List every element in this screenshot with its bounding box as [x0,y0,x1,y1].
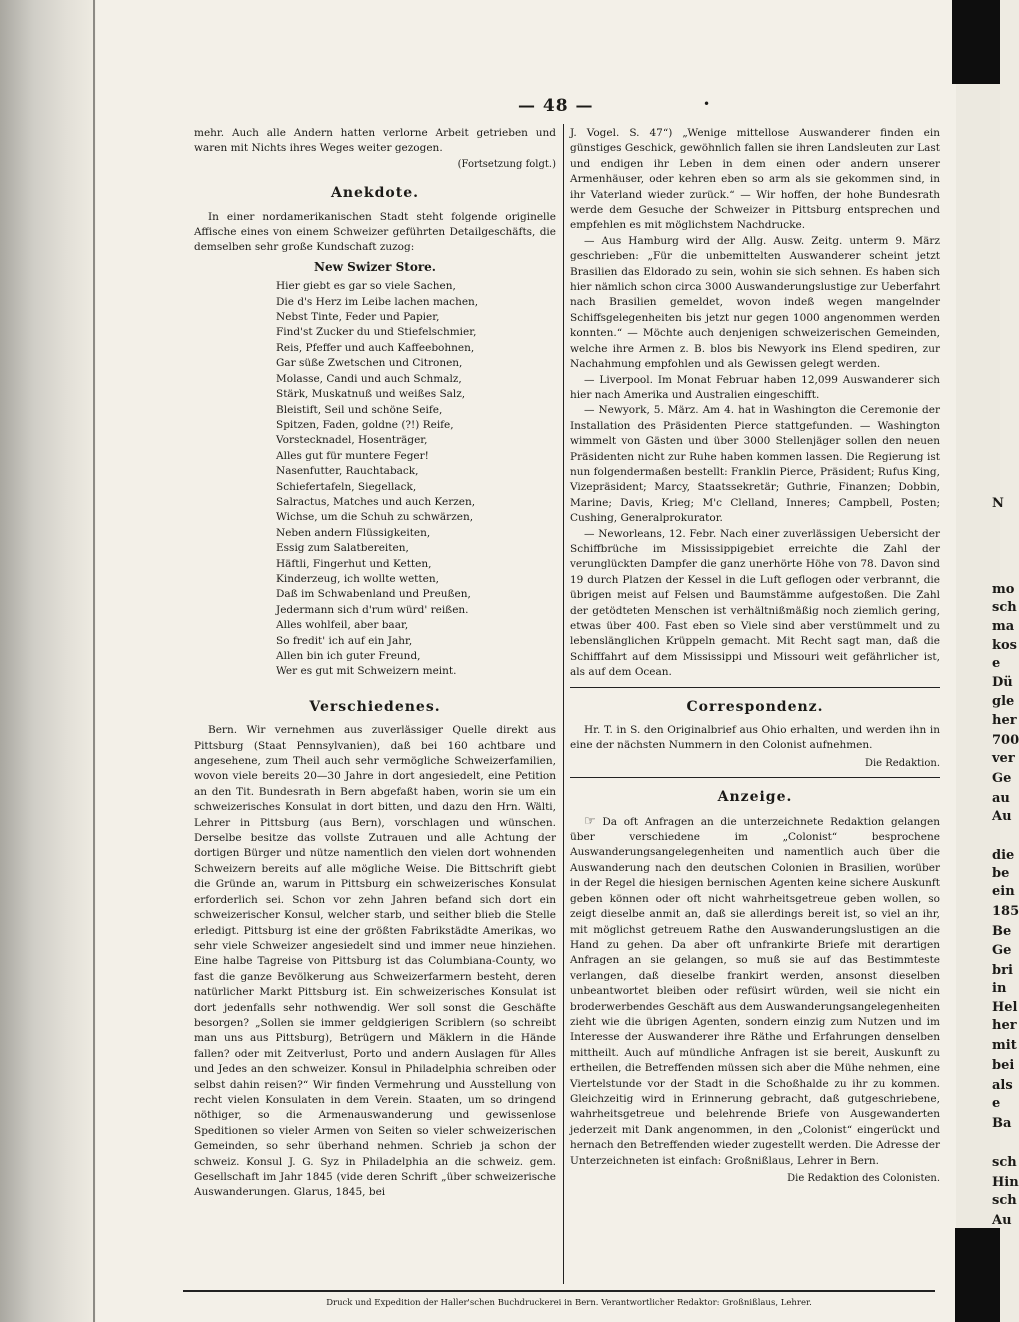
poem-line: Molasse, Candi und auch Schmalz, [276,372,462,385]
poem-line: Allen bin ich guter Freund, [276,650,421,662]
adjacent-page-fragment: her [992,1018,1017,1033]
poem-line: Essig zum Salatbereiten, [276,542,409,555]
newyork-article: — Newyork, 5. März. Am 4. hat in Washington die Ceremonie der Installation des Präsidenten Pierce stattgefunden. — Washington wimmelt von Gästen und über 3000 Stellenjäger sollen den neuen Präsidenten nicht zur Ruhe haben kommen lassen. Die Regierung ist nun folgendermaßen bestellt: Franklin Pierce, Präsident; Rufus King, Vizepräsident; Marcy, Staatssekretär; Guthrie, Finanzen; Dobbin, Marine; Davis, Krieg; M'c Clelland, Inneres; Campbell, Posten; Cushing, Generalprokurator. [570,404,940,525]
anzeige-heading: Anzeige. [717,789,793,806]
binding-gutter [0,0,95,1322]
adjacent-page-fragment: Hin [992,1175,1019,1190]
anekdote-heading: Anekdote. [330,185,420,202]
adjacent-page-fragment: die [992,848,1015,863]
poem-line: Schiefertafeln, Siegellack, [276,480,417,493]
poem-line: Hier giebt es gar so viele Sachen, [276,280,456,293]
section-rule [570,687,940,688]
poem-line: Find'st Zucker du und Stiefelschmier, [276,326,477,339]
poem-line: Vorstecknadel, Hosenträger, [276,434,428,447]
poem-line: Alles gut für muntere Feger! [276,449,429,462]
poem-line: Neben andern Flüssigkeiten, [276,526,431,539]
poem-line: Häftli, Fingerhut und Ketten, [276,557,432,570]
adjacent-page-fragment: bei [992,1058,1015,1073]
poem-line: Reis, Pfeffer und auch Kaffeebohnen, [276,341,475,354]
poem-line: Spitzen, Faden, goldne (?!) Reife, [276,418,454,431]
continued-text: mehr. Auch alle Andern hatten verlorne Arbeit getrieben und waren mit Nichts ihres Weges weiter gezogen. [194,127,556,155]
adjacent-page-fragment: Be [992,924,1012,939]
adjacent-page-fragment: be [992,866,1010,881]
adjacent-page-fragment: N [992,496,1004,511]
continued-article: J. Vogel. S. 47“) „Wenige mittellose Auswanderer finden ein günstiges Geschick, gewöhnlich fallen sie ihren Landsleuten zur Last und endigen ihr Leben in dem einen oder andern unserer Armenhäuser, oder kehren eben so arm als sie gekommen sind, in ihr Vaterland wieder zurück.“ — Wir hoffen, der hohe Bundesrath werde dem Gesuche der Schweizer in Pittsburg entsprechen und empfehlen es mit möglichstem Nachdrucke. [570,127,940,232]
ink-dot: • [703,97,711,111]
poem-line: Wichse, um die Schuh zu schwärzen, [276,511,474,524]
poem-line: Salractus, Matches und auch Kerzen, [276,495,476,508]
adjacent-page-fragment: in [992,981,1007,996]
poem [194,279,556,680]
liverpool-article: — Liverpool. Im Monat Februar haben 12,099 Auswanderer sich hier nach Amerika und Australien eingeschifft. [570,373,940,401]
adjacent-page-fragment: kos [992,638,1017,653]
poem-line: Gar süße Zwetschen und Citronen, [276,357,463,370]
left-column [194,126,556,1201]
adjacent-page-fragment: Dü [992,675,1013,690]
hamburg-article: — Aus Hamburg wird der Allg. Ausw. Zeitg. unterm 9. März geschrieben: „Für die unbemittelten Auswanderer scheint jetzt Brasilien das Eldorado zu sein, wohin sie sich sehnen. Es haben sich hier nämlich schon circa 3000 Auswanderungslustige zur Ueberfahrt nach Brasilien gemeldet, wovon indeß wegen mangelnder Schiffsgelegenheiten bis jetzt nur gegen 1000 angenommen werden konnten.“ — Möchte auch denjenigen schweizerischen Gemeinden, welche ihre Armen z. B. blos bis Newyork ins Elend spediren, zur Nachahmung empfohlen und als Gewissen gelegt werden. [570,234,940,371]
page-number: — 48 — [518,96,594,116]
poem-line: Stärk, Muskatnuß und weißes Salz, [276,388,466,401]
poem-title: New Swizer Store. [314,259,436,274]
adjacent-page-fragment: mit [992,1038,1017,1053]
adjacent-page-fragment: au [992,791,1010,806]
adjacent-page-fragment: mo [992,582,1015,597]
column-divider [563,124,564,1284]
pointing-hand-icon: ☞ [584,813,596,829]
right-column [570,126,940,1186]
adjacent-page-fragment: ein [992,884,1015,899]
binding-spine [93,0,95,1322]
anzeige-text [570,814,940,1169]
adjacent-page-fragment: Ge [992,943,1012,958]
anzeige-signature: Die Redaktion des Colonisten. [787,1173,940,1184]
adjacent-page-fragment: Ge [992,771,1012,786]
poem-line: Die d's Herz im Leibe lachen machen, [276,295,479,308]
poem-line: Jedermann sich d'rum würd' reißen. [276,603,469,616]
adjacent-page-fragment: Ba [992,1116,1012,1131]
correspondenz-heading: Correspondenz. [686,698,824,715]
adjacent-page-fragment: 700 [992,733,1019,748]
correspondenz-text: Hr. T. in S. den Originalbrief aus Ohio erhalten, und werden ihn in eine der nächsten Nummern in den Colonist aufnehmen. [570,724,940,752]
adjacent-page-fragment: bri [992,963,1013,978]
adjacent-page-fragment: Hel [992,1000,1018,1015]
scan-border-top-right [952,0,1000,84]
poem-line: Alles wohlfeil, aber baar, [276,619,409,632]
footer-rule [183,1290,935,1292]
poem-line: Bleistift, Seil und schöne Seife, [276,403,443,416]
adjacent-page-fragment: sch [992,1155,1017,1170]
adjacent-page-fragment: Au [992,1213,1012,1228]
anekdote-intro: In einer nordamerikanischen Stadt steht folgende originelle Affische eines von einem Schweizer geführten Detailgeschäfts, die demselben sehr große Kundschaft zuzog: [194,210,556,254]
adjacent-page-fragment: her [992,713,1017,728]
continuation-note: (Fortsetzung folgt.) [457,158,556,170]
poem-line: So fredit' ich auf ein Jahr, [276,634,413,647]
poem-line: Nasenfutter, Rauchtaback, [276,465,419,478]
anzeige-body: Da oft Anfragen an die unterzeichnete Redaktion gelangen über verschiedene im „Colonist“ besprochene Auswanderungsangelegenheiten und namentlich auch über die Auswanderung nach den deutschen Colonien in Brasilien, worüber in der Regel die hiesigen bernischen Agenten keine sichere Auskunft geben können oder oft nicht wahrheitsgetreue geben wollen, so zeigt dieselbe anmit an, daß sie allerdings bereit ist, so viel an ihr, mit möglichst getreuem Rathe den Auswanderungslustigen an die Hand zu gehen. Da aber oft unfrankirte Briefe mit derartigen Anfragen an sie gelangen, so muß sie auf das Bestimmteste verlangen, daß dieselbe frankirt werden, ansonst dieselben unbeantwortet bleiben oder refüsirt würden, weil sie nicht ein broderwerbendes Geschäft aus dem Auswanderungsangelegenheiten zieht wie die übrigen Agenten, sondern einzig zum Nutzen und im Interesse der Auswanderer ihre Räthe und Erfahrungen denselben mittheilt. Auch auf mündliche Anfragen ist sie bereit, Auskunft zu ertheilen, die Betreffenden müssen sich aber die Mühe nehmen, eine Viertelstunde vor der Stadt in die Schoßhalde zu ihr zu kommen. Gleichzeitig wird in Erinnerung gebracht, daß gutgeschriebene, wahrheitsgetreue und belehrende Briefe von Ausgewanderten jederzeit mit Dank angenommen, in den „Colonist“ eingerückt und hernach den Betreffenden wieder zugestellt werden. Die Adresse der Unterzeichneten ist einfach: Großnißlaus, Lehrer in Bern. [570,815,941,1167]
scan-border-bottom-right [955,1228,1000,1322]
adjacent-page-fragment: e [992,656,1001,671]
adjacent-page-fragment: gle [992,694,1015,709]
verschiedenes-heading: Verschiedenes. [309,698,441,715]
adjacent-page-fragment: ver [992,751,1015,766]
poem-line: Daß im Schwabenland und Preußen, [276,588,471,601]
adjacent-page-fragment: 185 [992,904,1019,919]
section-rule [570,777,940,778]
poem-line: Wer es gut mit Schweizern meint. [276,665,457,678]
adjacent-page-fragment: sch [992,600,1017,615]
neworleans-article: — Neworleans, 12. Febr. Nach einer zuverlässigen Uebersicht der Schiffbrüche im Mississippigebiet erreichte die Zahl der verunglückten Dampfer die ganz unerhörte Höhe von 78. Davon sind 19 durch Platzen der Kessel in die Luft geflogen oder verbrannt, die übrigen meist auf Felsen und Baumstämme aufgestoßen. Die Zahl der getödteten Menschen ist verhältnißmäßig noch ziemlich gering, etwas über 400. Fast eben so Viele sind aber verstümmelt und zu lebenslänglichen Krüppeln gemacht. Mit Recht sagt man, daß die Schifffahrt auf dem Mississippi und Missouri weit gefährlicher ist, als auf dem Ocean. [570,527,940,679]
poem-line: Nebst Tinte, Feder und Papier, [276,311,440,324]
adjacent-page-fragment: e [992,1096,1001,1111]
adjacent-page-fragment: Au [992,809,1012,824]
bern-article: Bern. Wir vernehmen aus zuverlässiger Quelle direkt aus Pittsburg (Staat Pennsylvanien), daß bei 160 achtbare und angesehene, zum Theil auch sehr vermögliche Schweizerfamilien, wovon viele bereits 20—30 Jahre in dort angesiedelt, eine Petition an den Tit. Bundesrath in Bern abgefaßt haben, worin sie um ein schweizerisches Konsulat in dort bitten, und dazu den Hrn. Wälti, Lehrer in Pittsburg (aus Bern), vorschlagen und wünschen. Derselbe besitze das vollste Zutrauen und alle Achtung der dortigen Bürger und nütze namentlich den vielen dort wohnenden Schweizern bereits auf alle mögliche Weise. Die Bittschrift giebt die Gründe an, warum in Pittsburg ein schweizerisches Konsulat erforderlich sei. Schon vor zehn Jahren befand sich dort ein schweizerischer Konsul, welcher starb, und seither blieb die Stelle erledigt. Pittsburg ist eine der größten Fabrikstädte Amerikas, wo sehr viele Schweizer angesiedelt sind und immer neue hinziehen. Eine halbe Tagreise von Pittsburg ist das Columbiana-County, wo fast die ganze Bevölkerung aus Schweizerfarmern besteht, deren natürlicher Markt Pittsburg ist. Ein schweizerisches Konsulat ist dort jedenfalls sehr nothwendig. Wer soll sonst die Geschäfte besorgen? „Sollen sie immer geldgierigen Scriblern (so schreibt man uns aus Pittsburg), Betrügern und Mäklern in die Hände fallen? oder mit Zeitverlust, Porto und andern Auslagen für Alles und Jedes an den schweizer. Konsul in Philadelphia schreiben oder selbst dahin reisen?“ Wir finden Vermehrung und Ausstellung von recht vielen Konsulaten in dem Verein. Staaten, um so dringend nöthiger, so die Armenauswanderung und gewissenlose Speditionen so vieler Armen von Seiten so vieler schweizerischen Gemeinden, so sehr überhand nehmen. Schrieb ja schon der schweiz. Konsul J. G. Syz in Philadelphia an die schweiz. gem. Gesellschaft im Jahr 1845 (vide deren Schrift „über schweizerische Auswanderungen. Glarus, 1845, bei [194,724,556,1199]
adjacent-page-fragment: als [992,1078,1013,1093]
imprint-footer: Druck und Expedition der Haller'schen Buchdruckerei in Bern. Verantwortlicher Redaktor: Großnißlaus, Lehrer. [326,1298,812,1308]
poem-line: Kinderzeug, ich wollte wetten, [276,572,439,585]
adjacent-page-fragment: sch [992,1193,1017,1208]
adjacent-page-fragment: ma [992,619,1015,634]
correspondenz-signature: Die Redaktion. [864,757,940,769]
